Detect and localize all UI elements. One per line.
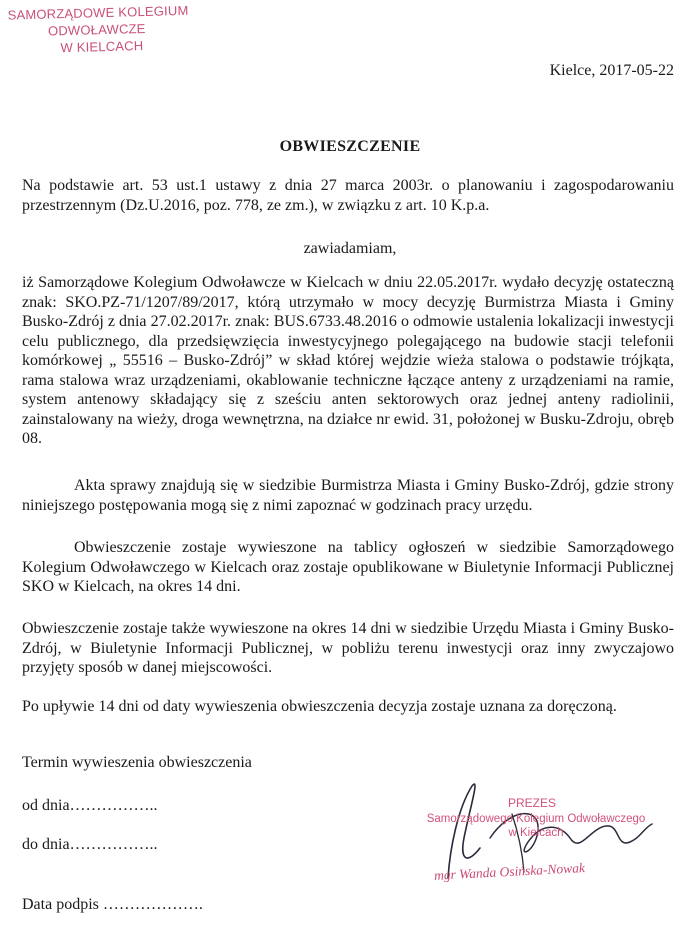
place-date: Kielce, 2017-05-22 [549,62,674,79]
announcement-word: zawiadamiam, [303,240,397,257]
document-title: OBWIESZCZENIE [279,138,421,155]
stamp-line-1: SAMORZĄDOWE KOLEGIUM [7,2,189,23]
legal-basis-paragraph: Na podstawie art. 53 ust.1 ustawy z dnia 27 marca 2003r. o planowaniu i zagospodarowaniu przestrzennym (Dz.U.2016, poz. 778, ze zm.), w związku z art. 10 K.p.a. [22,177,674,214]
posting-from-field: od dnia…………….. [22,797,158,814]
posting-gmina-paragraph: Obwieszczenie zostaje także wywieszone na okres 14 dni w siedzibie Urzędu Miasta i Gminy Busko-Zdrój, w Biuletynie Informacji Publicznej, w pobliżu terenu inwestycji oraz inny zwyczajowo przyjęty sposób w danej miejscowości. [22,620,674,676]
signature-block [420,768,660,888]
posting-sko-paragraph: Obwieszczenie zostaje wywieszone na tablicy ogłoszeń w siedzibie Samorządowego Kolegium Odwoławczego w Kielcach oraz zostaje opublikowane w Biuletynie Informacji Publicznej SKO w Kielcach, na okres 14 dni. [22,539,674,595]
signatory-organization: Samorządowego Kolegium Odwoławczego w Kielcach [426,813,646,839]
posting-to-field: do dnia…………….. [22,836,158,853]
signatory-rank: PREZES [508,796,557,810]
stamp-line-3: W KIELCACH [60,38,144,56]
stamp-line-2: ODWOŁAWCZE [47,20,146,39]
delivery-notice-paragraph: Po upływie 14 dni od daty wywieszenia obwieszczenia decyzja zostaje uznana za doręczoną. [22,698,617,715]
institution-stamp [5,1,206,57]
files-notice-paragraph: Akta sprawy znajdują się w siedzibie Burmistrza Miasta i Gminy Busko-Zdrój, gdzie strony niniejszego postępowania mogą się z nimi zapoznać w godzinach pracy urzędu. [22,477,674,514]
date-signature-field: Data podpis ………………. [22,896,203,913]
signatory-name: mgr Wanda Osińska-Nowak [433,860,586,883]
decision-paragraph: iż Samorządowe Kolegium Odwoławcze w Kielcach w dniu 22.05.2017r. wydało decyzję ostateczną znak: SKO.PZ-71/1207/89/2017, którą utrzymało w mocy decyzję Burmistrza Miasta i Gminy Busko-Zdrój z dnia 27.02.2017r. znak: BUS.6733.48.2016 o odmowie ustalenia lokalizacji inwestycji celu publicznego, dla przedsięwzięcia inwestycyjnego polegającego na budowie stacji telefonii komórkowej „ 55516 – Busko-Zdrój” w skład której wejdzie wieża stalowa o podstawie trójkąta, rama stalowa wraz urządzeniami, okablowanie techniczne łączące anteny z urządzeniami na ramie, system antenowy składający się z sześciu anten sektorowych oraz jednej anteny radiolinii, zainstalowany na wieży, droga wewnętrzna, na działce nr ewid. 31, położonej w Busku-Zdroju, obręb 08. [22,274,674,447]
posting-period-label: Termin wywieszenia obwieszczenia [22,754,252,771]
